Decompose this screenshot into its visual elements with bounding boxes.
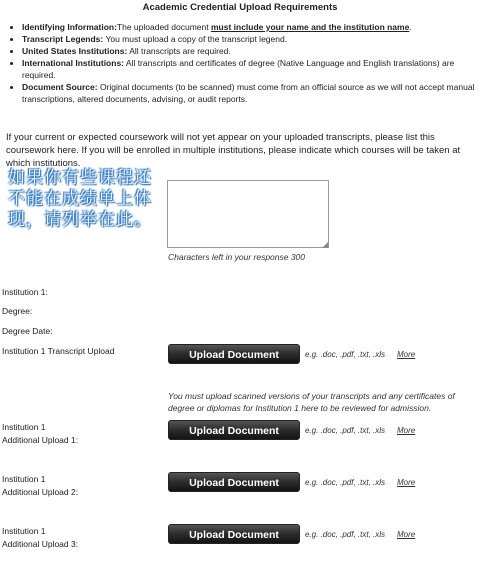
requirement-text: Original documents (to be scanned) must come from an official source as we will not accept manual transcriptions, altered documents, advising, or audit reports. bbox=[22, 82, 475, 104]
requirement-legends bbox=[22, 33, 480, 45]
requirement-label: Identifying Information: bbox=[22, 22, 117, 32]
requirement-text: All transcripts are required. bbox=[127, 46, 231, 56]
file-types-hint: e.g. .doc, .pdf, .txt, .xls bbox=[305, 350, 386, 359]
requirement-text: All transcripts and certificates of degree (Native Language and English translations) are required. bbox=[22, 58, 455, 80]
more-link[interactable]: More bbox=[397, 350, 416, 359]
requirements-list bbox=[8, 21, 480, 105]
transcript-upload-label: Institution 1 Transcript Upload bbox=[2, 346, 115, 356]
requirement-text: You must upload a copy of the transcript legend. bbox=[103, 34, 288, 44]
chinese-annotation: 如果你有些课程还不能在成绩单上体现，请列举在此。 bbox=[8, 168, 168, 231]
additional-upload-line1: Institution 1 bbox=[2, 474, 46, 484]
degree-date-label: Degree Date: bbox=[2, 326, 53, 336]
file-types-hint: e.g. .doc, .pdf, .txt, .xls bbox=[305, 426, 386, 435]
requirement-us bbox=[22, 45, 480, 57]
more-link[interactable]: More bbox=[397, 478, 416, 487]
more-link[interactable]: More bbox=[397, 530, 416, 539]
requirement-source bbox=[22, 81, 480, 105]
upload-note: You must upload scanned versions of your transcripts and any certificates of degree or diplomas for Institution 1 here to be reviewed for admission. bbox=[168, 391, 455, 413]
coursework-instructions: If your current or expected coursework will not yet appear on your uploaded transcripts, please list this coursework here. If you will be enrolled in multiple institutions, please indicate which courses will be taken at which institutions. bbox=[6, 132, 461, 169]
degree-label: Degree: bbox=[2, 306, 33, 316]
additional-upload-3-button[interactable]: Upload Document bbox=[168, 524, 300, 544]
institution-label: Institution 1: bbox=[2, 287, 48, 297]
page-title: Academic Credential Upload Requirements bbox=[142, 2, 338, 13]
requirement-label: International Institutions: bbox=[22, 58, 124, 68]
additional-upload-3-label bbox=[2, 525, 78, 551]
requirement-label: United States Institutions: bbox=[22, 46, 128, 56]
additional-upload-1-label bbox=[2, 421, 78, 447]
additional-upload-line1: Institution 1 bbox=[2, 422, 46, 432]
file-types-hint: e.g. .doc, .pdf, .txt, .xls bbox=[305, 478, 386, 487]
additional-upload-2-button[interactable]: Upload Document bbox=[168, 472, 300, 492]
more-link[interactable]: More bbox=[397, 426, 416, 435]
coursework-textarea[interactable] bbox=[167, 180, 329, 248]
requirement-label: Document Source: bbox=[22, 82, 98, 92]
additional-upload-line2: Additional Upload 2: bbox=[2, 487, 79, 497]
requirement-emphasis: must include your name and the institution name bbox=[210, 22, 410, 32]
characters-left: Characters left in your response 300 bbox=[168, 252, 306, 262]
transcript-upload-button[interactable]: Upload Document bbox=[168, 344, 300, 364]
additional-upload-line1: Institution 1 bbox=[2, 526, 46, 536]
file-types-hint: e.g. .doc, .pdf, .txt, .xls bbox=[305, 530, 386, 539]
requirement-international bbox=[22, 57, 480, 81]
requirement-text: The uploaded document bbox=[116, 22, 211, 32]
additional-upload-2-label bbox=[2, 473, 78, 499]
requirement-label: Transcript Legends: bbox=[22, 34, 104, 44]
additional-upload-1-button[interactable]: Upload Document bbox=[168, 420, 300, 440]
resize-grip-icon[interactable]: ◢ bbox=[322, 240, 329, 249]
requirement-identifying bbox=[22, 21, 480, 33]
additional-upload-line2: Additional Upload 3: bbox=[2, 539, 79, 549]
additional-upload-line2: Additional Upload 1: bbox=[2, 435, 79, 445]
requirement-end: . bbox=[409, 22, 412, 32]
